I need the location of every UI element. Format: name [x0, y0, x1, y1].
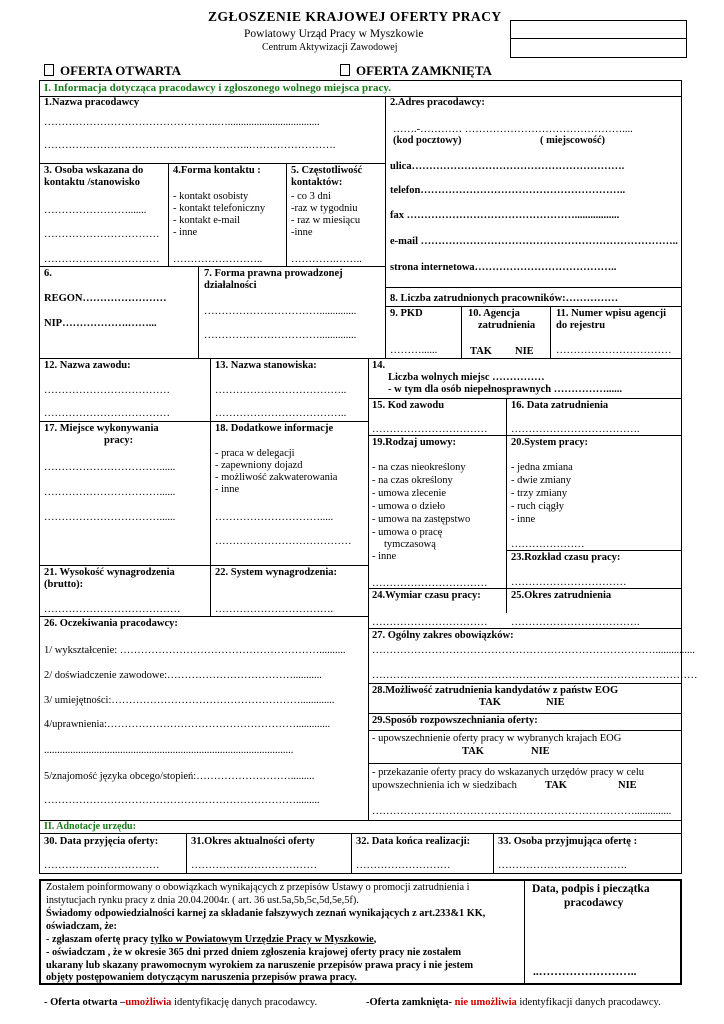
f19-option[interactable]: - na czas nieokreślony — [372, 462, 466, 473]
f21-label: 21. Wysokość wynagrodzenia — [44, 567, 175, 578]
f7-label: 7. Forma prawna prowadzonej — [204, 268, 343, 279]
declaration-text: tylko w Powiatowym Urzędzie Pracy w Myszkowie — [150, 934, 374, 945]
f12-label: 12. Nazwa zawodu: — [44, 360, 131, 371]
f10-label: zatrudnienia — [478, 320, 536, 331]
f20-option[interactable]: - trzy zmiany — [511, 488, 567, 499]
divider — [368, 763, 682, 764]
f29-yes[interactable]: TAK — [545, 780, 567, 791]
f9-dots[interactable]: ………...... — [390, 345, 438, 356]
f23-label: 23.Rozkład czasu pracy: — [511, 552, 621, 563]
f17-dots[interactable]: ……………………………...... — [44, 462, 176, 473]
f14-label: 14. — [372, 360, 386, 371]
f29-label: 29.Sposób rozpowszechniania oferty: — [372, 715, 538, 726]
f21-label: (brutto): — [44, 579, 84, 590]
f19-option: tymczasową — [384, 539, 436, 550]
f2-address-dots[interactable]: …….-………… ……………………………………….... — [393, 124, 633, 135]
f29-no[interactable]: NIE — [618, 780, 637, 791]
f2-phone[interactable]: telefon………………………………………………….. — [390, 185, 626, 196]
offer-open-label: OFERTA OTWARTA — [60, 63, 182, 78]
f2-label: 2.Adres pracodawcy: — [390, 97, 485, 108]
f18-option[interactable]: - inne — [215, 484, 240, 495]
divider — [368, 358, 369, 820]
divider — [385, 287, 682, 288]
f13-dots[interactable]: ……………………………….. — [215, 385, 347, 396]
f3-dots[interactable]: …………………………… — [44, 254, 160, 265]
f31-dots[interactable]: ……………………………… — [191, 860, 317, 871]
f17-label: pracy: — [104, 435, 134, 446]
f19-option[interactable]: - umowa o pracę — [372, 527, 443, 538]
divider — [368, 398, 682, 399]
nip-field[interactable]: NIP……………….……... — [44, 318, 157, 329]
divider — [39, 616, 368, 617]
f24-dots[interactable]: …………………………… — [372, 617, 488, 628]
signature-label: pracodawcy — [564, 897, 624, 909]
divider — [39, 565, 368, 566]
f20-option[interactable]: - jedna zmiana — [511, 462, 573, 473]
divider — [368, 683, 682, 684]
f26-licenses[interactable]: 4/uprawnienia:………………………………………………............. — [44, 719, 331, 730]
f11-label: 11. Numer wpisu agencji — [556, 308, 667, 319]
f19-option[interactable]: - inne — [372, 551, 397, 562]
offer-closed-checkbox[interactable] — [340, 64, 350, 76]
f33-label: 33. Osoba przyjmująca ofertę : — [498, 836, 638, 847]
declaration-text: , — [373, 934, 377, 945]
divider — [39, 266, 385, 267]
section2-heading: II. Adnotacje urzędu: — [44, 821, 136, 832]
f27-dots[interactable]: ………………………………………………………………………………… — [372, 670, 698, 681]
f29-option: upowszechnienia ich w siedzibach — [372, 780, 517, 791]
f19-option[interactable]: - umowa zlecenie — [372, 488, 447, 499]
declaration-line: oświadczam, że: — [46, 921, 117, 932]
f20-option[interactable]: - ruch ciągły — [511, 501, 565, 512]
f10-yes[interactable]: TAK — [470, 346, 492, 357]
f11-dots[interactable]: …………………………… — [556, 345, 672, 356]
f10-no[interactable]: NIE — [515, 346, 534, 357]
footer-text: identyfikacji danych pracodawcy. — [516, 997, 661, 1008]
f2-postal-label: (kod pocztowy) — [393, 135, 462, 146]
f33-dots[interactable]: ………………………………. — [498, 860, 627, 871]
divider — [461, 306, 462, 358]
f15-label: 15. Kod zawodu — [372, 400, 445, 411]
divider — [368, 628, 682, 629]
declaration-line: Zostałem poinformowany o obowiązkach wynikających z przepisów Ustawy o promocji zatrudnienia i — [46, 882, 470, 893]
f2-email[interactable]: e-mail ……………………………………………………………….. — [390, 236, 678, 247]
footer-text: identyfikację danych pracodawcy. — [171, 997, 318, 1008]
f2-website[interactable]: strona internetowa………………………………….. — [390, 262, 617, 273]
divider — [550, 306, 551, 358]
signature-label: Data, podpis i pieczątka — [532, 883, 650, 895]
offer-closed-label: OFERTA ZAMKNIĘTA — [356, 63, 492, 78]
f30-label: 30. Data przyjęcia oferty: — [44, 836, 159, 847]
f17-dots[interactable]: ……………………………...... — [44, 487, 176, 498]
f22-label: 22. System wynagrodzenia: — [215, 567, 338, 578]
divider — [186, 833, 187, 874]
f26-language-extra[interactable]: ………………………………………………………………......... — [44, 795, 320, 806]
f18-label: 18. Dodatkowe informacje — [215, 423, 334, 434]
f20-option[interactable]: - dwie zmiany — [511, 475, 572, 486]
footer-open-note — [44, 997, 317, 1010]
f19-option[interactable]: - na czas określony — [372, 475, 453, 486]
divider — [368, 730, 682, 731]
divider — [506, 550, 682, 551]
f16-dots[interactable]: ………………………………. — [511, 424, 640, 435]
f5-dots[interactable]: ………….…….. — [291, 254, 362, 265]
f20-option[interactable]: - inne — [511, 514, 536, 525]
f5-label: 5. Częstotliwość — [291, 165, 363, 176]
f30-dots[interactable]: …………………………… — [44, 860, 160, 871]
divider — [351, 833, 352, 874]
divider — [368, 588, 682, 589]
f4-option[interactable]: - inne — [173, 227, 198, 238]
footer-text: - Oferta otwarta – — [44, 997, 126, 1008]
f5-option[interactable]: - co 3 dni — [291, 191, 331, 202]
section1-heading: I. Informacja dotycząca pracodawcy i zgłoszonego wolnego miejsca pracy. — [44, 82, 392, 94]
f5-option[interactable]: - raz w miesiącu — [291, 215, 361, 226]
footer-highlight: umożliwia — [125, 997, 172, 1008]
f27-dots[interactable]: ………………………………………………………………………............... — [372, 645, 695, 656]
f28-no[interactable]: NIE — [546, 697, 565, 708]
f20-label: 20.System pracy: — [511, 437, 588, 448]
f3-label: 3. Osoba wskazana do — [44, 165, 144, 176]
f7-label: działalności — [204, 280, 257, 291]
f19-dots[interactable]: …………………………… — [372, 578, 488, 589]
office-name: Powiatowy Urząd Pracy w Myszkowie — [244, 28, 424, 40]
f29-yes[interactable]: TAK — [462, 746, 484, 757]
f26-licenses-extra[interactable]: ............................................................................................... — [44, 745, 294, 756]
f3-label: kontaktu /stanowisko — [44, 177, 140, 188]
declaration-line: ukarany lub skazany prawomocnym wyrokiem za naruszenie przepisów prawa pracy i nie jestem — [46, 960, 474, 971]
divider — [368, 713, 682, 714]
f7-dots[interactable]: …………………………….............. — [204, 330, 357, 341]
f5-label: kontaktów: — [291, 177, 343, 188]
f18-dots[interactable]: ………………………………… — [215, 536, 352, 547]
f12-dots[interactable]: ……………………………… — [44, 408, 170, 419]
regon-field[interactable]: REGON…………………… — [44, 293, 167, 304]
f2-street[interactable]: ulica……………………………………………………. — [390, 161, 625, 172]
f32-dots[interactable]: ……………………… — [356, 860, 451, 871]
f29-option: - przekazanie oferty pracy do wskazanych urzędów pracy w celu — [372, 767, 644, 778]
f3-dots[interactable]: …………………………… — [44, 229, 160, 240]
declaration-line: - oświadczam , że w okresie 365 dni przed dniem zgłoszenia krajowej oferty pracy nie zostałem — [46, 947, 462, 958]
declaration-line: instytucjach rynku pracy z dnia 20.04.2004r. ( art. 36 ust.5a,5b,5c,5d,5e,5f). — [46, 895, 359, 906]
divider — [39, 163, 385, 164]
declaration-line: Świadomy odpowiedzialności karnej za składanie fałszywych zeznań wynikających z art.233&1 KK, — [46, 908, 486, 919]
f13-label: 13. Nazwa stanowiska: — [215, 360, 317, 371]
f4-option[interactable]: - kontakt e-mail — [173, 215, 241, 226]
f3-dots[interactable]: ……………………....... — [44, 205, 147, 216]
f32-label: 32. Data końca realizacji: — [356, 836, 471, 847]
center-name: Centrum Aktywizacji Zawodowej — [262, 42, 398, 53]
offer-closed-option[interactable] — [340, 64, 492, 78]
f12-dots[interactable]: ……………………………… — [44, 385, 170, 396]
f16-label: 16. Data zatrudnienia — [511, 400, 609, 411]
registration-number-box[interactable] — [510, 20, 687, 39]
registration-date-box[interactable] — [510, 38, 687, 58]
f14-vacancies[interactable]: Liczba wolnych miejsc …………… — [388, 372, 545, 383]
declaration-text: - zgłaszam ofertę pracy — [46, 934, 151, 945]
offer-open-option[interactable] — [44, 64, 181, 78]
f18-dots[interactable]: …………………………..... — [215, 512, 334, 523]
f13-dots[interactable]: ……………………………….. — [215, 408, 347, 419]
divider — [385, 96, 386, 358]
f7-dots[interactable]: …………………………….............. — [204, 306, 357, 317]
f27-label: 27. Ogólny zakres obowiązków: — [372, 630, 514, 641]
divider — [506, 398, 507, 613]
divider — [39, 833, 682, 834]
f29-no[interactable]: NIE — [531, 746, 550, 757]
f20-dots[interactable]: ………………… — [511, 539, 585, 550]
f1-dots[interactable]: …………………………………………………..……………………. — [44, 140, 336, 151]
f14-disabled[interactable]: - w tym dla osób niepełnosprawnych ……………...... — [388, 384, 622, 395]
f19-option[interactable]: - umowa na zastępstwo — [372, 514, 471, 525]
f15-dots[interactable]: …………………………… — [372, 424, 488, 435]
f29-option: - upowszechnienie oferty pracy w wybranych krajach EOG — [372, 733, 622, 744]
f23-dots[interactable]: …………………………… — [511, 577, 627, 588]
f28-label: 28.Możliwość zatrudnienia kandydatów z państw EOG — [372, 685, 619, 696]
f4-dots[interactable]: …………………….. — [173, 254, 263, 265]
f26-language[interactable]: 5/znajomość języka obcego/stopień:………………………......... — [44, 771, 315, 782]
f5-option[interactable]: -inne — [291, 227, 313, 238]
f17-dots[interactable]: ……………………………...... — [44, 512, 176, 523]
f26-label: 26. Oczekiwania pracodawcy: — [44, 618, 178, 629]
footer-highlight: nie umożliwia — [454, 997, 517, 1008]
f31-label: 31.Okres aktualności oferty — [191, 836, 315, 847]
divider — [210, 358, 211, 616]
footer-closed-note — [366, 997, 661, 1010]
f22-dots[interactable]: ……………………………. — [215, 604, 334, 615]
footer-text: -Oferta zamknięta- — [366, 997, 455, 1008]
divider — [168, 163, 169, 266]
f1-dots[interactable]: …………………………………………..…................................... — [44, 117, 320, 128]
f29-dots[interactable]: ………………………………………………………………….............. — [372, 806, 672, 817]
f28-yes[interactable]: TAK — [479, 697, 501, 708]
f2-fax[interactable]: fax …………………………………………................. — [390, 210, 620, 221]
f17-label: 17. Miejsce wykonywania — [44, 423, 159, 434]
f26-experience[interactable]: 2/ doświadczenie zawodowe:………………………………........... — [44, 670, 322, 681]
divider — [493, 833, 494, 874]
divider — [198, 266, 199, 358]
f2-city-label: ( miejscowość) — [540, 135, 606, 146]
f19-option[interactable]: - umowa o dzieło — [372, 501, 446, 512]
f9-label: 9. PKD — [390, 308, 423, 319]
form-title: ZGŁOSZENIE KRAJOWEJ OFERTY PRACY — [208, 9, 502, 24]
f5-option[interactable]: -raz w tygodniu — [291, 203, 358, 214]
f18-option[interactable]: - możliwość zakwaterowania — [215, 472, 338, 483]
f26-skills[interactable]: 3/ umiejętności:………………………………………………............. — [44, 695, 335, 706]
f25-dots[interactable]: ………………………………. — [511, 617, 640, 628]
f6-label: 6. — [44, 268, 52, 279]
offer-open-checkbox[interactable] — [44, 64, 54, 76]
f1-label: 1.Nazwa pracodawcy — [44, 97, 140, 108]
divider — [368, 435, 682, 436]
signature-dots[interactable]: ..…………………….. — [533, 966, 637, 978]
divider — [524, 880, 525, 984]
f18-option[interactable]: - zapewniony dojazd — [215, 460, 303, 471]
f4-option[interactable]: - kontakt osobisty — [173, 191, 249, 202]
f21-dots[interactable]: ………………………………… — [44, 604, 181, 615]
declaration-line — [46, 934, 376, 947]
f26-education[interactable]: 1/ wykształcenie: ………………………………………………….......... — [44, 645, 346, 656]
f19-label: 19.Rodzaj umowy: — [372, 437, 456, 448]
divider — [286, 163, 287, 266]
f11-label: do rejestru — [556, 320, 606, 331]
f18-option[interactable]: - praca w delegacji — [215, 448, 295, 459]
f4-option[interactable]: - kontakt telefoniczny — [173, 203, 266, 214]
f24-label: 24.Wymiar czasu pracy: — [372, 590, 481, 601]
declaration-line: objęty postępowaniem dotyczącym naruszenia przepisów prawa pracy. — [46, 972, 357, 983]
f25-label: 25.Okres zatrudnienia — [511, 590, 612, 601]
divider — [385, 306, 682, 307]
f10-label: 10. Agencja — [468, 308, 520, 319]
divider — [39, 358, 682, 359]
f4-label: 4.Forma kontaktu : — [173, 165, 261, 176]
divider — [39, 421, 368, 422]
f8-field[interactable]: 8. Liczba zatrudnionych pracowników:…………… — [390, 293, 619, 304]
